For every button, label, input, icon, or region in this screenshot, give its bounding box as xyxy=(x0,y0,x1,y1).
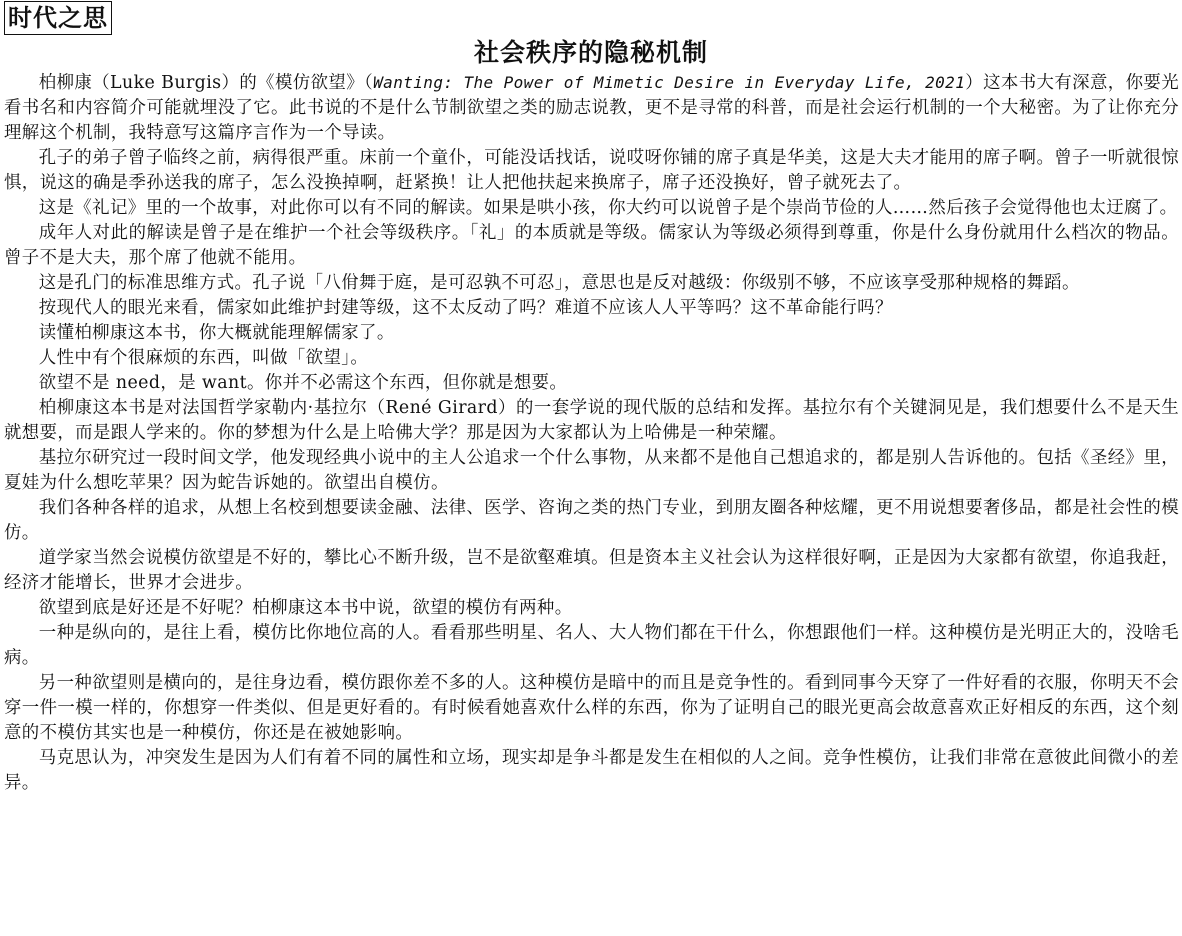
body-paragraph: 孔子的弟子曾子临终之前，病得很严重。床前一个童仆，可能没话找话，说哎呀你铺的席子真是华美，这是大夫才能用的席子啊。曾子一听就很惊惧，说这的确是季孙送我的席子，怎么没换掉啊，赶紧换！让人把他扶起来换席子，席子还没换好，曾子就死去了。 xyxy=(4,148,1179,193)
body-paragraph: 这是《礼记》里的一个故事，对此你可以有不同的解读。如果是哄小孩，你大约可以说曾子是个崇尚节俭的人……然后孩子会觉得他也太迂腐了。 xyxy=(38,198,1178,218)
column-tag: 时代之思 xyxy=(4,1,112,35)
intro-text-start: 柏柳康（Luke Burgis）的《模仿欲望》（ xyxy=(38,73,374,93)
body-paragraph: 马克思认为，冲突发生是因为人们有着不同的属性和立场，现实却是争斗都是发生在相似的人之间。竞争性模仿，让我们非常在意彼此间微小的差异。 xyxy=(4,748,1179,793)
body-paragraph: 成年人对此的解读是曾子是在维护一个社会等级秩序。「礼」的本质就是等级。儒家认为等级必须得到尊重，你是什么身份就用什么档次的物品。曾子不是大夫，那个席了他就不能用。 xyxy=(4,223,1179,268)
body-paragraph: 欲望不是 need，是 want。你并不必需这个东西，但你就是想要。 xyxy=(38,373,568,393)
intro-paragraph xyxy=(4,70,1179,146)
body-paragraph: 这是孔门的标准思维方式。孔子说「八佾舞于庭，是可忍孰不可忍」，意思也是反对越级：你级别不够，不应该享受那种规格的舞蹈。 xyxy=(38,273,1080,293)
article-title: 社会秩序的隐秘机制 xyxy=(473,38,708,67)
body-paragraph: 基拉尔研究过一段时间文学，他发现经典小说中的主人公追求一个什么事物，从来都不是他自己想追求的，都是别人告诉他的。包括《圣经》里，夏娃为什么想吃苹果？因为蛇告诉她的。欲望出自模仿。 xyxy=(4,448,1179,493)
body-paragraph: 另一种欲望则是横向的，是往身边看，模仿跟你差不多的人。这种模仿是暗中的而且是竞争性的。看到同事今天穿了一件好看的衣服，你明天不会穿一件一模一样的，你想穿一件类似、但是更好看的。有时候看她喜欢什么样的东西，你为了证明自己的眼光更高会故意喜欢正好相反的东西，这个刻意的不模仿其实也是一种模仿，你还是在被她影响。 xyxy=(4,673,1179,743)
book-title-english: Wanting: The Power of Mimetic Desire in Everyday Life, 2021 xyxy=(373,73,966,92)
body-paragraph: 读懂柏柳康这本书，你大概就能理解儒家了。 xyxy=(38,323,395,343)
article-body xyxy=(4,70,1179,796)
intro-text-end: ）这本书大有深意，你要光看书名和内容简介可能就埋没了它。此书说的不是什么节制欲望之类的励志说教，更不是寻常的科普，而是社会运行机制的一个大秘密。为了让你充分理解这个机制，我特意写这篇序言作为一个导读。 xyxy=(4,73,1180,143)
body-paragraph: 欲望到底是好还是不好呢？柏柳康这本书中说，欲望的模仿有两种。 xyxy=(38,598,573,618)
body-paragraph: 道学家当然会说模仿欲望是不好的，攀比心不断升级，岂不是欲壑难填。但是资本主义社会认为这样很好啊，正是因为大家都有欲望，你追我赶，经济才能增长，世界才会进步。 xyxy=(4,548,1179,593)
body-paragraph: 一种是纵向的，是往上看，模仿比你地位高的人。看看那些明星、名人、大人物们都在干什么，你想跟他们一样。这种模仿是光明正大的，没啥毛病。 xyxy=(4,623,1179,668)
body-paragraph: 我们各种各样的追求，从想上名校到想要读金融、法律、医学、咨询之类的热门专业，到朋友圈各种炫耀，更不用说想要奢侈品，都是社会性的模仿。 xyxy=(4,498,1179,543)
body-paragraph: 按现代人的眼光来看，儒家如此维护封建等级，这不太反动了吗？难道不应该人人平等吗？这不革命能行吗？ xyxy=(38,298,893,318)
body-paragraph: 人性中有个很麻烦的东西，叫做「欲望」。 xyxy=(38,348,369,368)
body-paragraph: 柏柳康这本书是对法国哲学家勒内·基拉尔（René Girard）的一套学说的现代版的总结和发挥。基拉尔有个关键洞见是，我们想要什么不是天生就想要，而是跟人学来的。你的梦想为什么是上哈佛大学？那是因为大家都认为上哈佛是一种荣耀。 xyxy=(4,398,1179,443)
